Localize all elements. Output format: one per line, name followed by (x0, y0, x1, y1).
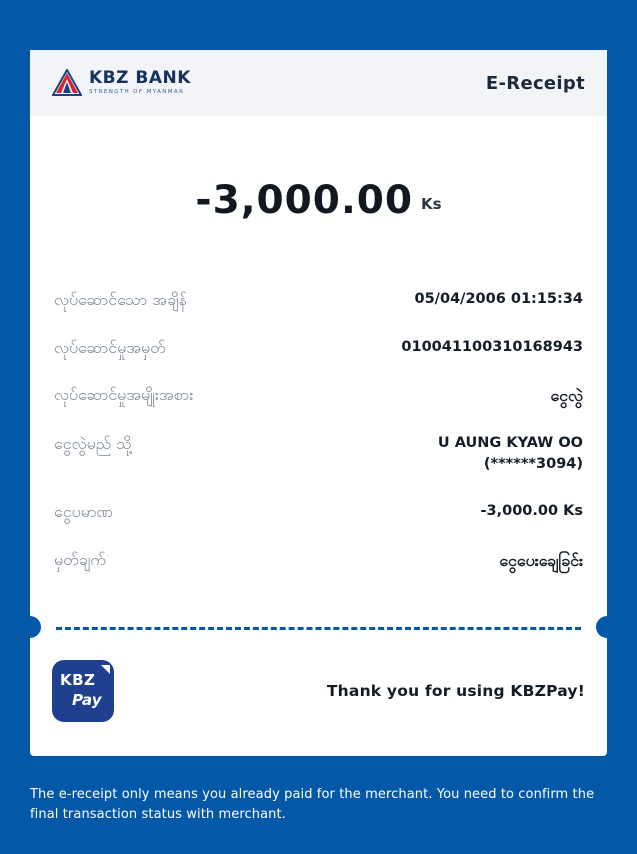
notch-left (19, 616, 41, 638)
kbz-bank-tagline: STRENGTH OF MYANMAR (89, 89, 185, 96)
thank-you-message: Thank you for using KBZPay! (326, 682, 585, 701)
kbzpay-logo-bottom-text: Pay (72, 691, 102, 710)
detail-label: လုပ်ဆောင်မှုအမှတ် (54, 337, 166, 357)
receipt-card (30, 50, 607, 756)
detail-row-amount (54, 489, 583, 537)
kbz-bank-logo (52, 69, 191, 97)
kbzpay-logo-icon (52, 660, 114, 722)
perforation-divider (30, 610, 607, 646)
detail-value: ငွေလွဲ (550, 386, 583, 406)
amount-value: -3,000.00 (195, 178, 414, 223)
detail-label: မှတ်ချက် (54, 550, 106, 569)
notch-right (596, 616, 618, 638)
detail-row-time (54, 277, 583, 325)
detail-value: -3,000.00 Ks (480, 503, 583, 520)
detail-value: 05/04/2006 01:15:34 (414, 291, 583, 307)
disclaimer-text: The e-receipt only means you already paid for the merchant. You need to confirm the final transaction status with merchant. (30, 787, 595, 823)
receipt-footer (30, 646, 607, 756)
transaction-details (30, 277, 607, 610)
detail-value: 010041100310168943 (401, 338, 583, 355)
detail-label: လုပ်ဆောင်သော အချိန် (54, 290, 187, 309)
kbz-bank-name: KBZ BANK (89, 68, 191, 89)
detail-value-group (438, 433, 583, 475)
detail-label: လုပ်ဆောင်မှုအမျိုးအစား (54, 385, 194, 405)
amount-block (30, 116, 607, 277)
dashed-line (56, 627, 581, 630)
receipt-header (30, 50, 607, 116)
detail-label: ငွေလွဲမည် သို့ (54, 434, 132, 454)
kbzpay-corner-fold-icon (101, 665, 110, 674)
kbz-triangle-logo-icon (52, 69, 82, 97)
recipient-name: U AUNG KYAW OO (437, 435, 583, 452)
detail-row-recipient (54, 421, 583, 489)
detail-row-transaction-id (54, 325, 583, 373)
amount-currency: Ks (421, 195, 442, 213)
recipient-account-masked: (******3094) (483, 456, 583, 473)
kbzpay-logo-top-text: KBZ (60, 671, 96, 690)
detail-row-remark (54, 537, 583, 586)
detail-row-transaction-type (54, 372, 583, 421)
detail-value: ငွေပေးချေခြင်း (499, 551, 583, 570)
kbz-bank-wordmark (89, 70, 191, 96)
page-title: E-Receipt (485, 72, 585, 94)
detail-label: ငွေပမာဏ (54, 502, 113, 522)
